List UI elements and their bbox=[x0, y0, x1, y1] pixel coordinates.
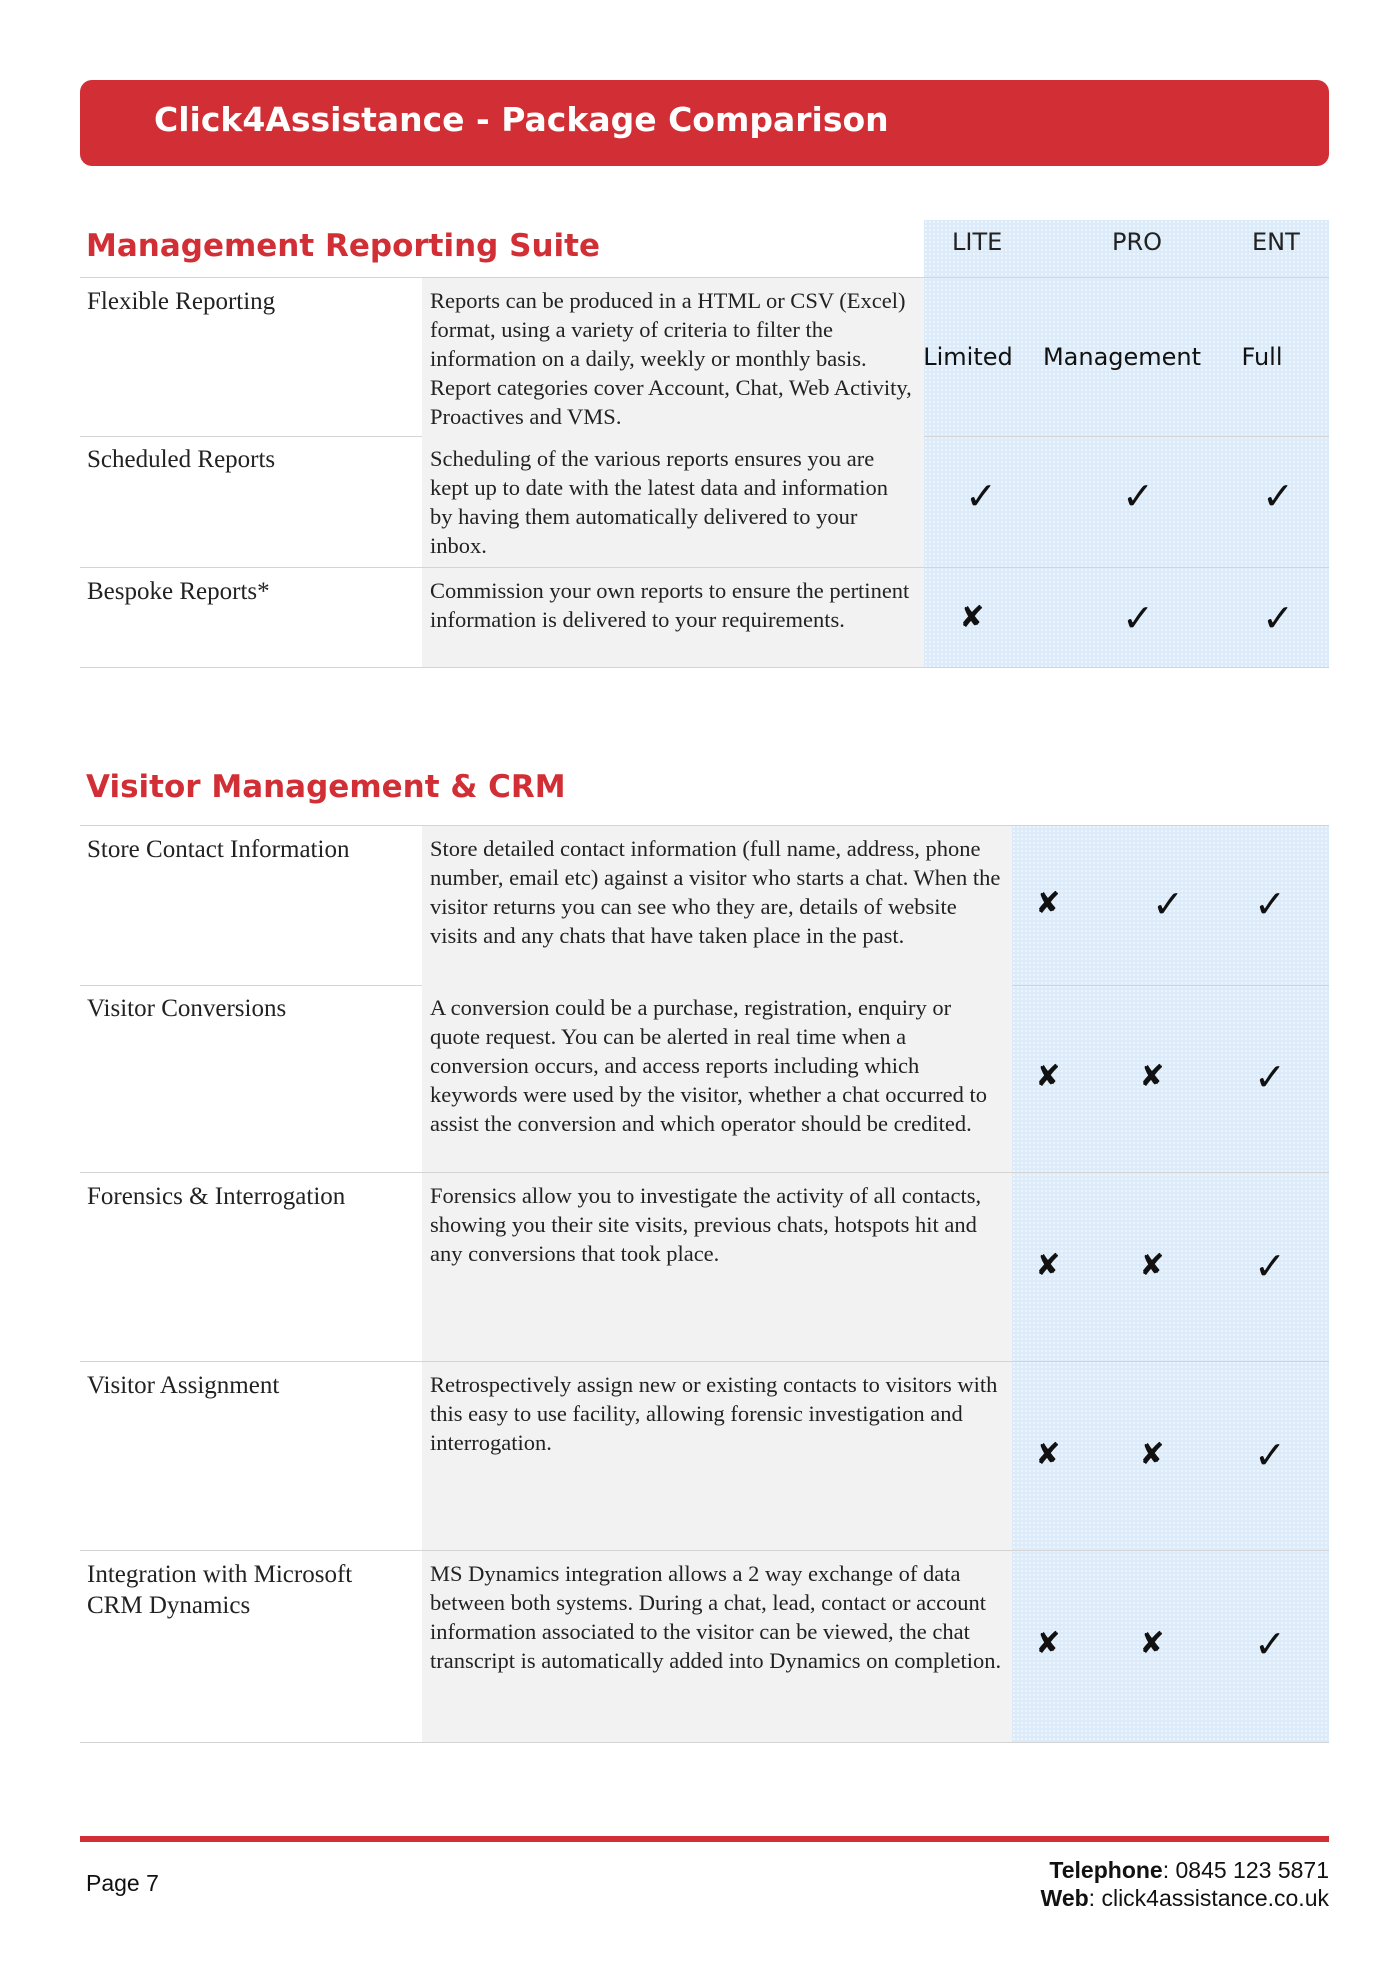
feature-row-flexible-reporting bbox=[80, 277, 1329, 437]
lite-cross-icon: ✘ bbox=[1035, 1248, 1061, 1283]
tier-header-pro: PRO bbox=[1112, 228, 1163, 256]
feature-name: Visitor Conversions bbox=[87, 995, 287, 1022]
feature-row-bespoke-reports bbox=[80, 568, 1329, 668]
ent-check-icon: ✓ bbox=[1254, 882, 1286, 926]
telephone-line: Telephone: 0845 123 5871 bbox=[1049, 1857, 1329, 1883]
web-line: Web: click4assistance.co.uk bbox=[1040, 1885, 1329, 1911]
feature-description: Reports can be produced in a HTML or CSV (Excel) format, using a variety of criteria to filter the information on a daily, weekly or monthly basis. Report categories cover Account, Chat, Web Activity, Proactives and VMS. bbox=[422, 278, 924, 436]
feature-name: Store Contact Information bbox=[87, 836, 350, 863]
ent-check-icon: ✓ bbox=[1254, 1244, 1286, 1288]
pro-cross-icon: ✘ bbox=[1139, 1437, 1165, 1472]
pro-value: Management bbox=[1042, 343, 1202, 371]
tier-header-lite: LITE bbox=[952, 228, 1003, 256]
tier-header-ent: ENT bbox=[1252, 228, 1300, 256]
feature-row-visitor-assignment bbox=[80, 1362, 1329, 1551]
lite-cross-icon: ✘ bbox=[1035, 886, 1061, 921]
pro-cross-icon: ✘ bbox=[1139, 1248, 1165, 1283]
section-heading-visitor-management: Visitor Management & CRM bbox=[86, 769, 566, 805]
web-label: Web bbox=[1040, 1885, 1089, 1911]
feature-row-scheduled-reports bbox=[80, 436, 1329, 568]
ent-check-icon: ✓ bbox=[1254, 1622, 1286, 1666]
footer-divider bbox=[80, 1836, 1329, 1842]
feature-row-forensics-interrogation bbox=[80, 1173, 1329, 1362]
lite-cross-icon: ✘ bbox=[1035, 1626, 1061, 1661]
pro-check-icon: ✓ bbox=[1122, 474, 1154, 518]
ent-check-icon: ✓ bbox=[1254, 1433, 1286, 1477]
lite-check-icon: ✓ bbox=[965, 474, 997, 518]
lite-cross-icon: ✘ bbox=[1035, 1059, 1061, 1094]
feature-description: A conversion could be a purchase, registration, enquiry or quote request. You can be alerted in real time when a conversion occurs, and access reports including which keywords were used by the visitor, whether a chat occurred to assist the conversion and which operator should be credited. bbox=[422, 985, 1012, 1172]
feature-description: Forensics allow you to investigate the activity of all contacts, showing you their site visits, previous chats, hotspots hit and any conversions that took place. bbox=[422, 1173, 1012, 1361]
ent-check-icon: ✓ bbox=[1254, 1055, 1286, 1099]
ent-check-icon: ✓ bbox=[1262, 474, 1294, 518]
page-title: Click4Assistance - Package Comparison bbox=[154, 100, 889, 139]
section-heading-management-reporting: Management Reporting Suite bbox=[86, 228, 601, 264]
web-address: click4assistance.co.uk bbox=[1101, 1885, 1329, 1911]
header-banner bbox=[80, 80, 1329, 166]
feature-name: Forensics & Interrogation bbox=[87, 1183, 346, 1210]
feature-row-visitor-conversions bbox=[80, 985, 1329, 1173]
feature-description: Store detailed contact information (full name, address, phone number, email etc) against a visitor who starts a chat. When the visitor returns you can see who they are, details of website visits and any chats that have taken place in the past. bbox=[422, 826, 1012, 985]
feature-name: Integration with Microsoft CRM Dynamics bbox=[87, 1561, 353, 1619]
telephone-label: Telephone bbox=[1049, 1857, 1163, 1883]
pro-cross-icon: ✘ bbox=[1139, 1626, 1165, 1661]
feature-name: Scheduled Reports bbox=[87, 446, 276, 473]
ent-check-icon: ✓ bbox=[1262, 596, 1294, 640]
lite-cross-icon: ✘ bbox=[1035, 1437, 1061, 1472]
contact-details bbox=[1041, 1856, 1329, 1912]
telephone-number: 0845 123 5871 bbox=[1175, 1857, 1329, 1883]
pro-check-icon: ✓ bbox=[1122, 596, 1154, 640]
page-number: Page 7 bbox=[86, 1870, 159, 1896]
feature-description: Scheduling of the various reports ensures you are kept up to date with the latest data and information by having them automatically delivered to your inbox. bbox=[422, 436, 924, 567]
feature-name: Visitor Assignment bbox=[87, 1372, 280, 1399]
lite-cross-icon: ✘ bbox=[959, 600, 985, 635]
feature-description: Commission your own reports to ensure the pertinent information is delivered to your requirements. bbox=[422, 568, 924, 667]
feature-name: Bespoke Reports* bbox=[87, 578, 270, 605]
feature-row-microsoft-crm-dynamics bbox=[80, 1551, 1329, 1743]
pro-cross-icon: ✘ bbox=[1139, 1059, 1165, 1094]
lite-value: Limited bbox=[923, 343, 1013, 371]
feature-description: Retrospectively assign new or existing contacts to visitors with this easy to use facility, allowing forensic investigation and interrogation. bbox=[422, 1362, 1012, 1550]
feature-row-store-contact-information bbox=[80, 825, 1329, 986]
pro-check-icon: ✓ bbox=[1152, 882, 1184, 926]
ent-value: Full bbox=[1241, 343, 1283, 371]
feature-name: Flexible Reporting bbox=[87, 288, 276, 315]
feature-description: MS Dynamics integration allows a 2 way exchange of data between both systems. During a chat, lead, contact or account information associated to the visitor can be viewed, the chat transcript is automatically added into Dynamics on completion. bbox=[422, 1551, 1012, 1742]
